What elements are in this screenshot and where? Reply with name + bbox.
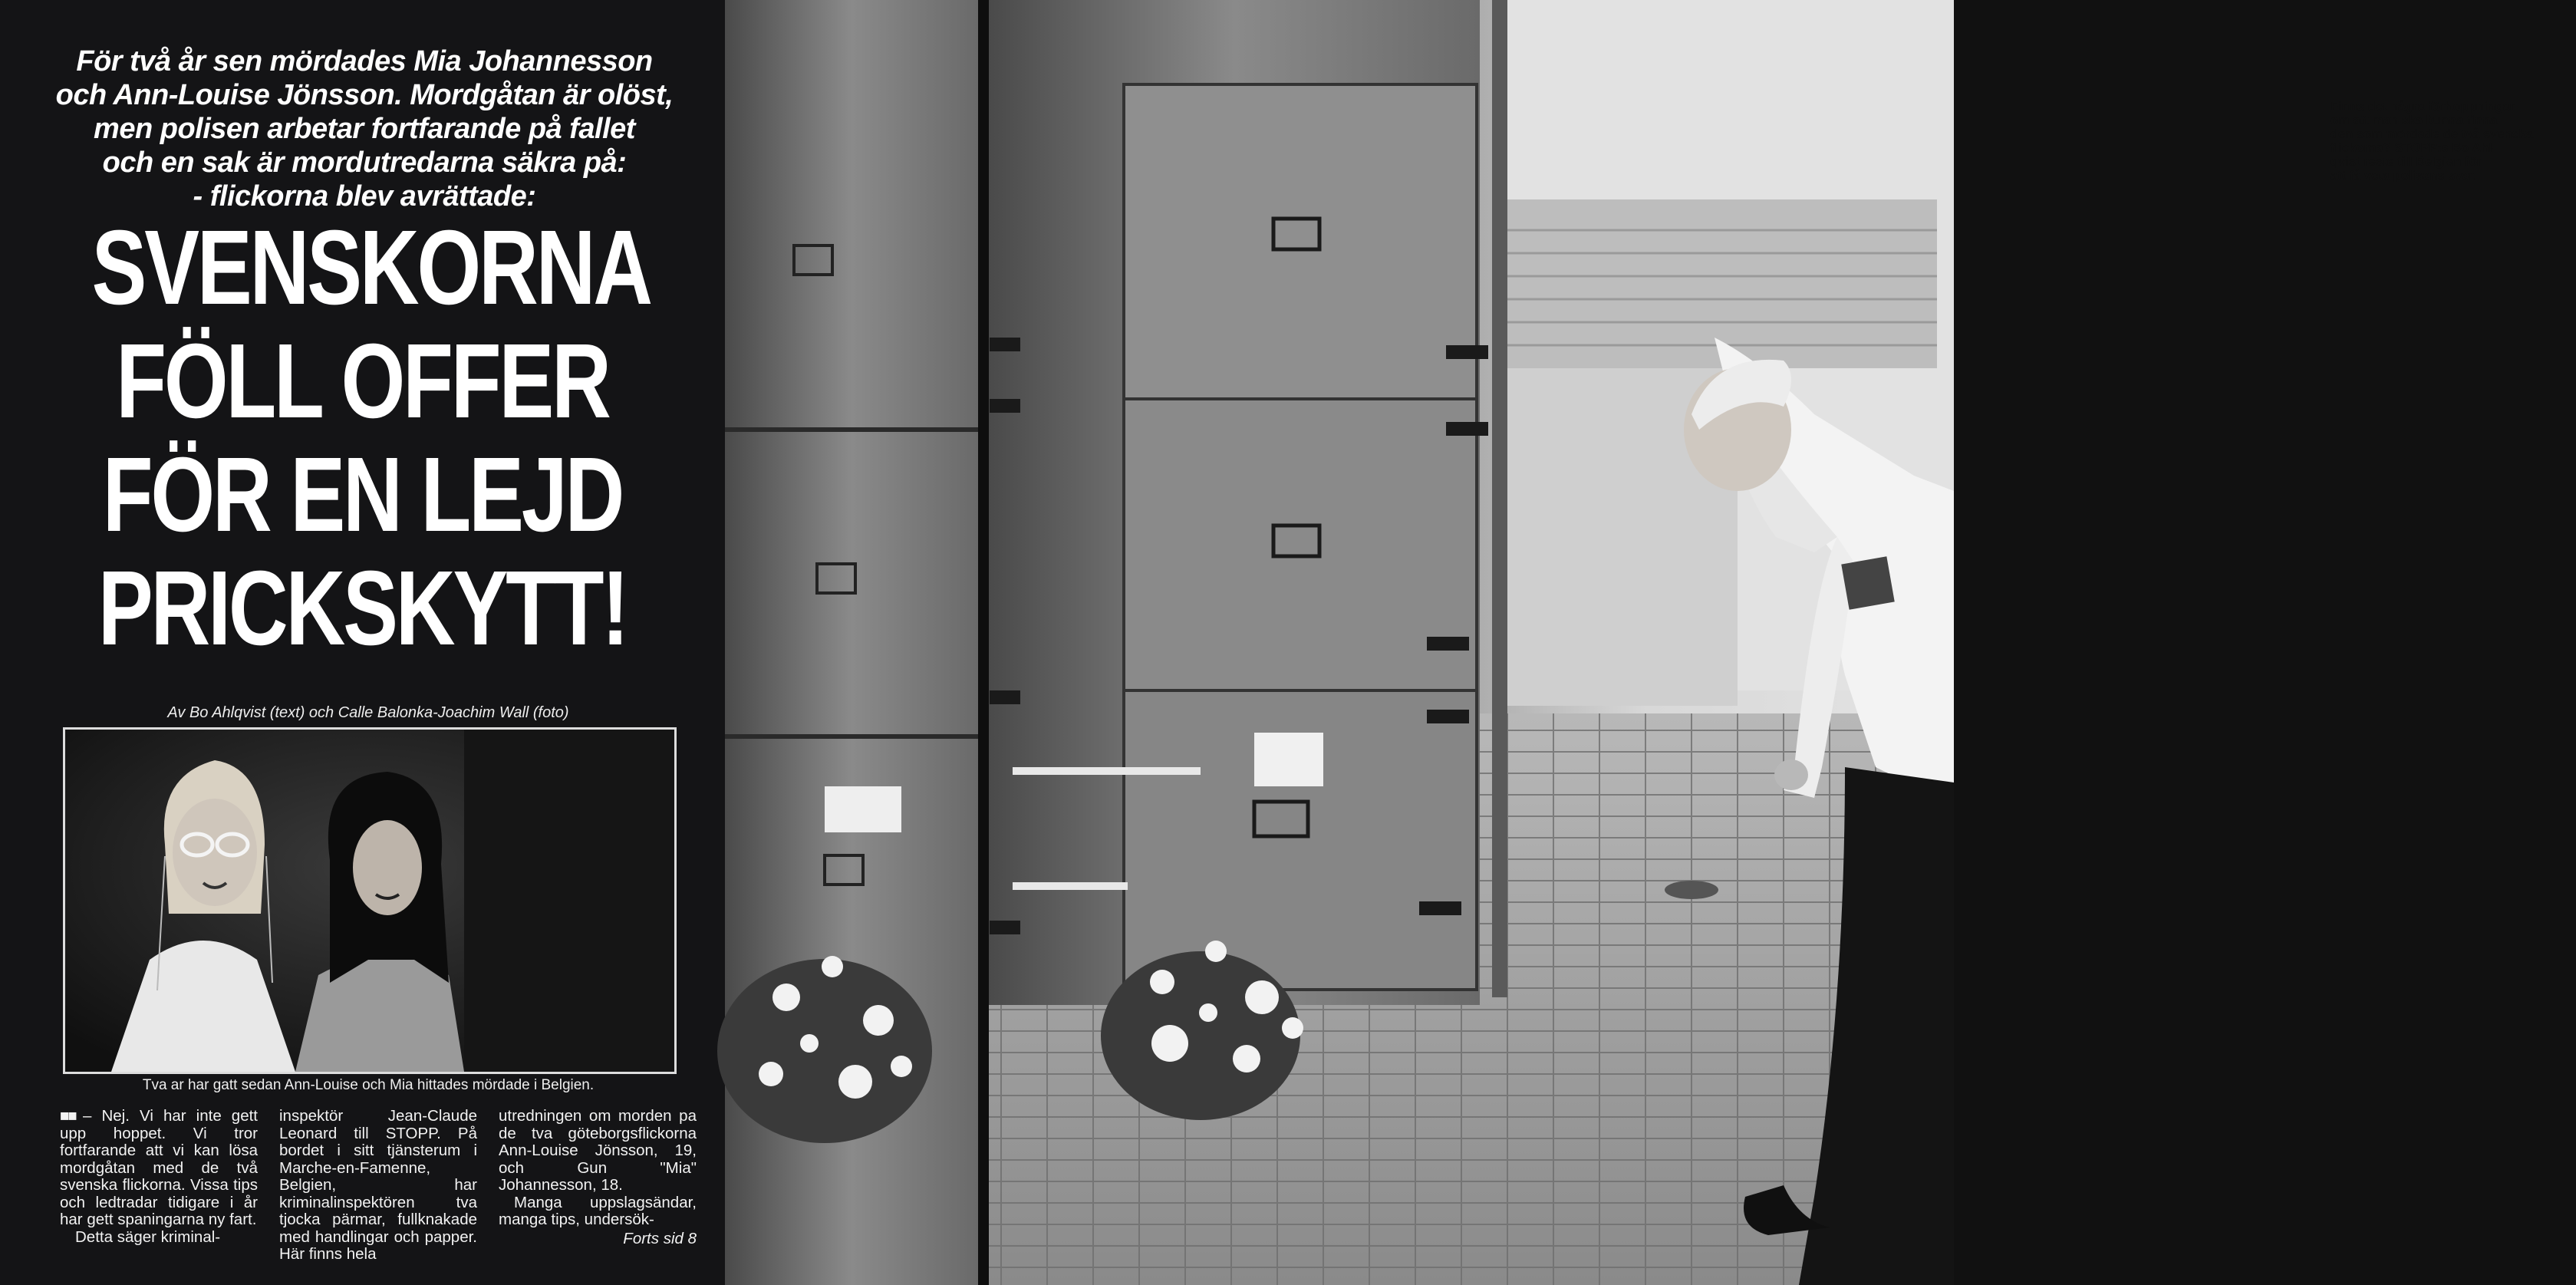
intro-line: För två år sen mördades Mia Johannesson [76,45,653,77]
photo-caption [2331,100,2576,183]
paragraph: inspektör Jean-Claude Leonard till STOPP. På bordet i sitt tjänsterum i Marche-en-Famenne, Belgien, har kriminalinspektören tva tjocka pärmar, fullknakade med handlingar och papper. Här finns hela [279,1107,477,1263]
start-bullet: ■■ [60,1107,76,1125]
headline-line: FÖLL OFFER [116,322,609,440]
intro-line: och en sak är mordutredarna säkra på: [102,147,627,179]
morgue-photo [725,0,2534,1285]
intro-line: - flickorna blev avrättade: [193,180,536,213]
article-column-2 [279,1108,477,1280]
photo-caption-line: att få veta polisens svar. [2331,169,2477,183]
paragraph: Manga uppslagsändar, manga tips, undersök- [499,1193,697,1228]
intro-line: och Ann-Louise Jönsson. Mordgåtan är olöst, [55,79,674,111]
photo-caption-line: den som mördade de två svenska [2331,127,2534,141]
headline [15,211,710,665]
intro-deck [46,44,683,213]
article-column-3 [499,1108,697,1280]
photo-caption-line: qvist reste till Belgien för [2331,155,2482,169]
paragraph: utredningen om morden pa de tva göteborgsflickorna Ann-Louise Jönsson, 19, och Gun "Mia" Johannesson, 18. [499,1107,697,1194]
continued-note: Forts sid 8 [623,1229,697,1247]
article-body [60,1108,697,1280]
portrait-photo [63,727,677,1074]
photo-caption-line: flickorna? STOPP:s Bo Ahl- [2331,141,2497,155]
paragraph: Detta säger kriminal- [75,1227,221,1246]
headline-line: SVENSKORNA [91,209,651,327]
photo-caption-line: Finns det några förhoppningar [2331,100,2515,114]
paragraph: – Nej. Vi har inte gett upp hoppet. Vi tror fortfarande att vi kan lösa mordgåtan med de två svenska flickorna. Vissa tips och ledtradar tidigare i år har gett spaningarna ny fart. [60,1107,258,1228]
article-column-1 [60,1108,258,1280]
intro-line: men polisen arbetar fortfarande på fallet [94,113,635,145]
portrait-caption: Tva ar har gatt sedan Ann-Louise och Mia hittades mördade i Belgien. [142,1077,595,1093]
article-text-column [0,0,725,1285]
photo-caption-line: om att man ska kunna finna [2331,114,2498,127]
headline-line: FÖR EN LEJD [102,436,623,554]
byline: Av Bo Ahlqvist (text) och Calle Balonka-Joachim Wall (foto) [167,704,569,721]
headline-line: PRICKSKYTT! [97,549,628,667]
